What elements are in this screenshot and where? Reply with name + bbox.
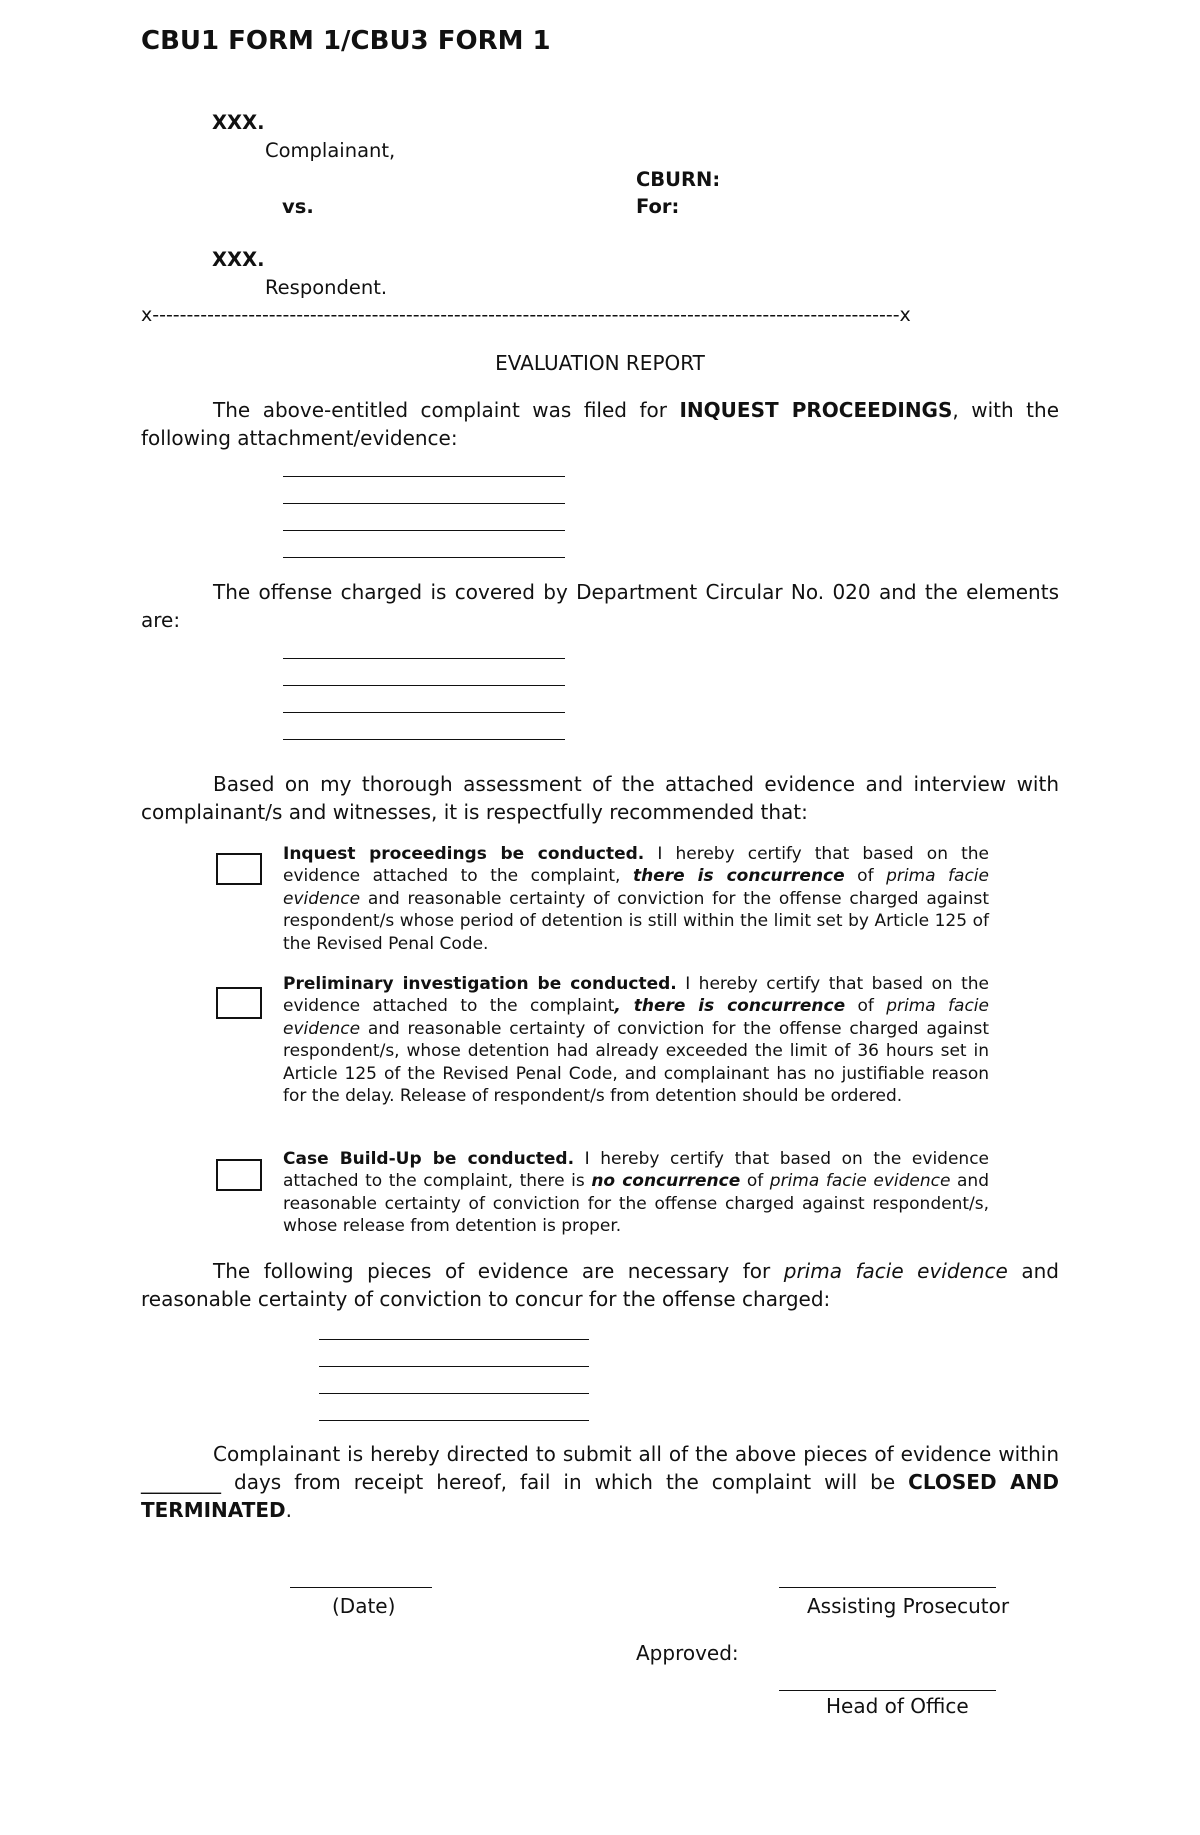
attachment-blank-line	[283, 503, 565, 504]
evidence-italic-text: prima facie evidence	[783, 1259, 1008, 1283]
evidence-paragraph	[141, 1257, 1059, 1313]
assessment-paragraph: Based on my thorough assessment of the attached evidence and interview with complainant/s and witnesses, it is respectfully recommended that:	[141, 772, 1059, 824]
option-text: of	[845, 996, 887, 1017]
date-signature-line	[290, 1587, 432, 1588]
directive-text-end: .	[285, 1498, 292, 1522]
option-text: I hereby certify that based on the evidence attached to the complaint	[283, 974, 990, 1017]
inquest-option-text	[283, 843, 989, 955]
option-text: I hereby certify that based on the evidence attached to the complaint, there is	[283, 1149, 989, 1192]
preliminary-investigation-option-text	[283, 973, 989, 1107]
directive-text-pre: Complainant is hereby directed to submit all of the above pieces of evidence within	[213, 1442, 1059, 1466]
option-emphasis: no concurrence	[591, 1171, 741, 1192]
elements-blank-line	[283, 712, 565, 713]
approved-label: Approved:	[636, 1641, 739, 1665]
date-label: (Date)	[332, 1594, 396, 1618]
intro-bold-text: INQUEST PROCEEDINGS	[679, 398, 953, 422]
caption-separator: x-------------------------------------------------------------------------------------------------------------x	[141, 304, 911, 326]
elements-blank-line	[283, 658, 565, 659]
option-text: and reasonable certainty of conviction for the offense charged against respondent/s, whose release from detention is proper.	[283, 1171, 989, 1237]
directive-text-post: days from receipt hereof, fail in which the complaint will be	[221, 1470, 909, 1494]
option-italic: prima facie evidence	[283, 996, 989, 1039]
evidence-blank-line	[319, 1393, 589, 1394]
inquest-checkbox[interactable]	[216, 853, 262, 885]
prosecutor-label: Assisting Prosecutor	[807, 1594, 1010, 1618]
offense-paragraph: The offense charged is covered by Department Circular No. 020 and the elements are:	[141, 580, 1059, 632]
elements-blank-line	[283, 685, 565, 686]
intro-text-post: , with the following attachment/evidence:	[141, 398, 1059, 450]
intro-paragraph	[141, 396, 1059, 452]
option-text: of	[844, 866, 887, 887]
option-text: and reasonable certainty of conviction for the offense charged against respondent/s, whose detention had already exceeded the limit of 36 hours set in Article 125 of the Revised Penal Code, and complainant has no justifiable reason for the delay. Release of respondent/s from detention should be ordered.	[283, 1018, 989, 1107]
complainant-label: Complainant,	[265, 139, 396, 162]
elements-blank-line	[283, 739, 565, 740]
complainant-name: XXX.	[212, 111, 265, 134]
preliminary-investigation-checkbox[interactable]	[216, 987, 262, 1019]
prosecutor-signature-line	[779, 1587, 996, 1588]
option-text: and reasonable certainty of conviction for the offense charged against respondent/s whose period of detention is still within the limit set by Article 125 of the Revised Penal Code.	[283, 888, 989, 954]
attachment-blank-line	[283, 530, 565, 531]
evidence-text-pre: The following pieces of evidence are necessary for	[213, 1259, 784, 1283]
case-build-up-checkbox[interactable]	[216, 1159, 262, 1191]
respondent-name: XXX.	[212, 248, 265, 271]
report-title: EVALUATION REPORT	[495, 351, 705, 375]
option-heading: Inquest proceedings be conducted.	[283, 844, 645, 864]
cburn-label: CBURN:	[636, 168, 721, 191]
evidence-text-post: and reasonable certainty of conviction to concur for the offense charged:	[141, 1259, 1059, 1311]
option-italic: prima facie evidence	[283, 866, 989, 909]
option-italic: prima facie evidence	[769, 1171, 951, 1192]
form-title: CBU1 FORM 1/CBU3 FORM 1	[141, 26, 551, 56]
evidence-blank-line	[319, 1339, 589, 1340]
option-heading: Preliminary investigation be conducted.	[283, 974, 677, 994]
evidence-blank-line	[319, 1366, 589, 1367]
respondent-label: Respondent.	[265, 276, 388, 299]
case-build-up-option-text	[283, 1148, 989, 1238]
versus-label: vs.	[282, 195, 314, 218]
evidence-blank-line	[319, 1420, 589, 1421]
attachment-blank-line	[283, 476, 565, 477]
option-text: I hereby certify that based on the evidence attached to the complaint,	[283, 844, 989, 887]
option-emphasis: , there is concurrence	[614, 996, 846, 1017]
for-label: For:	[636, 195, 680, 218]
directive-paragraph	[141, 1440, 1059, 1524]
attachment-blank-line	[283, 557, 565, 558]
days-blank[interactable]: ________	[141, 1470, 221, 1494]
head-of-office-label: Head of Office	[826, 1694, 969, 1718]
option-heading: Case Build-Up be conducted.	[283, 1149, 575, 1169]
intro-text-pre: The above-entitled complaint was filed for	[213, 398, 680, 422]
option-text: of	[740, 1171, 770, 1192]
directive-bold-text: CLOSED AND TERMINATED	[141, 1470, 1059, 1522]
option-emphasis: there is concurrence	[632, 866, 845, 887]
head-signature-line	[779, 1690, 996, 1691]
